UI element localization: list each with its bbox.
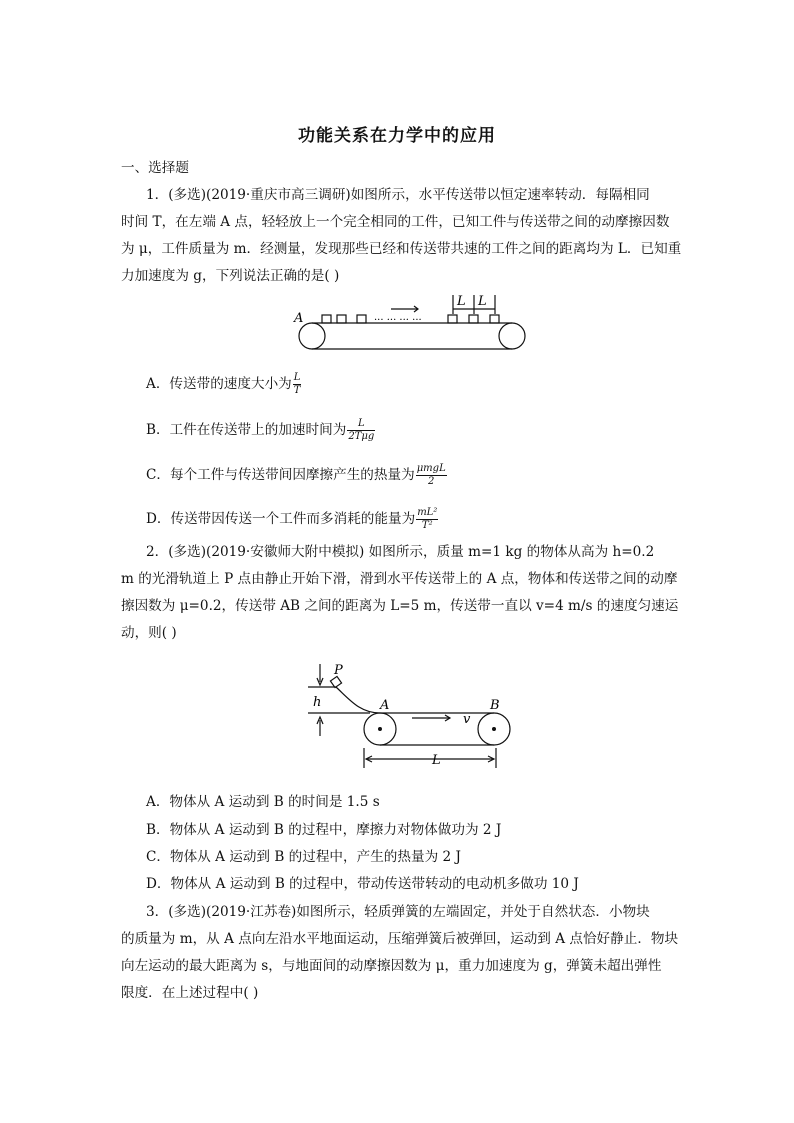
q2-line-4: 动，则( ) <box>121 625 177 641</box>
conveyor-belt-figure-1 <box>290 292 532 354</box>
label-a: A <box>294 311 304 326</box>
q3-line-2: 的质量为 m，从 A 点向左沿水平地面运动，压缩弹簧后被弹回，运动到 A 点恰好静止．物块 <box>121 931 679 947</box>
q1-option-b-text: B．工件在传送带上的加速时间为 <box>146 422 347 438</box>
q2-option-d: D．物体从 A 运动到 B 的过程中，带动传送带转动的电动机多做功 10 J <box>146 876 579 892</box>
label-l2: L <box>478 294 487 309</box>
q2-option-a: A．物体从 A 运动到 B 的时间是 1.5 s <box>146 794 380 810</box>
q1-line-2: 时间 T，在左端 A 点，轻轻放上一个完全相同的工件，已知工件与传送带之间的动摩擦因数 <box>121 214 670 230</box>
q3-line-1: 3．(多选)(2019·江苏卷)如图所示，轻质弹簧的左端固定，并处于自然状态．小物块 <box>146 904 650 920</box>
q1-option-a-text: A．传送带的速度大小为 <box>146 376 292 392</box>
conveyor-belt-figure-2 <box>300 658 520 770</box>
fraction: $\frac{\text{μmgL}}{2}$ <box>416 463 446 487</box>
q1-option-c <box>146 463 447 488</box>
fraction: $\frac{L}{T}$ <box>293 372 301 396</box>
q2-option-b: B．物体从 A 运动到 B 的过程中，摩擦力对物体做功为 2 J <box>146 822 502 838</box>
label-b: B <box>490 698 500 713</box>
q1-option-d <box>146 507 438 532</box>
label-l: L <box>432 753 441 768</box>
ellipsis-dots: ··· ··· ··· ··· <box>374 315 422 326</box>
q1-line-4: 力加速度为 g，下列说法正确的是( ) <box>121 268 340 284</box>
q1-option-a <box>146 372 301 397</box>
q1-line-1: 1．(多选)(2019·重庆市高三调研)如图所示，水平传送带以恒定速率转动．每隔相同 <box>146 187 650 203</box>
section-heading: 一、选择题 <box>121 160 189 176</box>
q2-line-1: 2．(多选)(2019·安徽师大附中模拟) 如图所示，质量 m=1 kg 的物体从高为 h=0.2 <box>146 544 655 560</box>
q1-line-3: 为 μ，工件质量为 m．经测量，发现那些已经和传送带共速的工件之间的距离均为 L．已知重 <box>121 241 682 257</box>
label-a: A <box>380 698 390 713</box>
q2-line-2: m 的光滑轨道上 P 点由静止开始下滑，滑到水平传送带上的 A 点，物体和传送带之间的动摩 <box>121 571 678 587</box>
q1-option-b <box>146 418 375 443</box>
label-h: h <box>313 695 322 710</box>
fraction: $\frac{\text{mL²}}{\text{T²}}$ <box>417 507 438 531</box>
label-l1: L <box>457 294 466 309</box>
q3-line-4: 限度．在上述过程中( ) <box>121 985 259 1001</box>
label-v: v <box>463 712 471 727</box>
label-p: P <box>334 663 343 678</box>
q1-option-d-text: D．传送带因传送一个工件而多消耗的能量为 <box>146 511 416 527</box>
q2-option-c: C．物体从 A 运动到 B 的过程中，产生的热量为 2 J <box>146 849 461 865</box>
fraction: $\frac{L}{\text{2Tμg}}$ <box>348 418 375 442</box>
page-title: 功能关系在力学中的应用 <box>298 126 496 146</box>
q2-line-3: 擦因数为 μ=0.2，传送带 AB 之间的距离为 L=5 m，传送带一直以 v=4 m/s 的速度匀速运 <box>121 598 679 614</box>
q3-line-3: 向左运动的最大距离为 s，与地面间的动摩擦因数为 μ，重力加速度为 g，弹簧未超出弹性 <box>121 958 662 974</box>
q1-option-c-text: C．每个工件与传送带间因摩擦产生的热量为 <box>146 467 415 483</box>
